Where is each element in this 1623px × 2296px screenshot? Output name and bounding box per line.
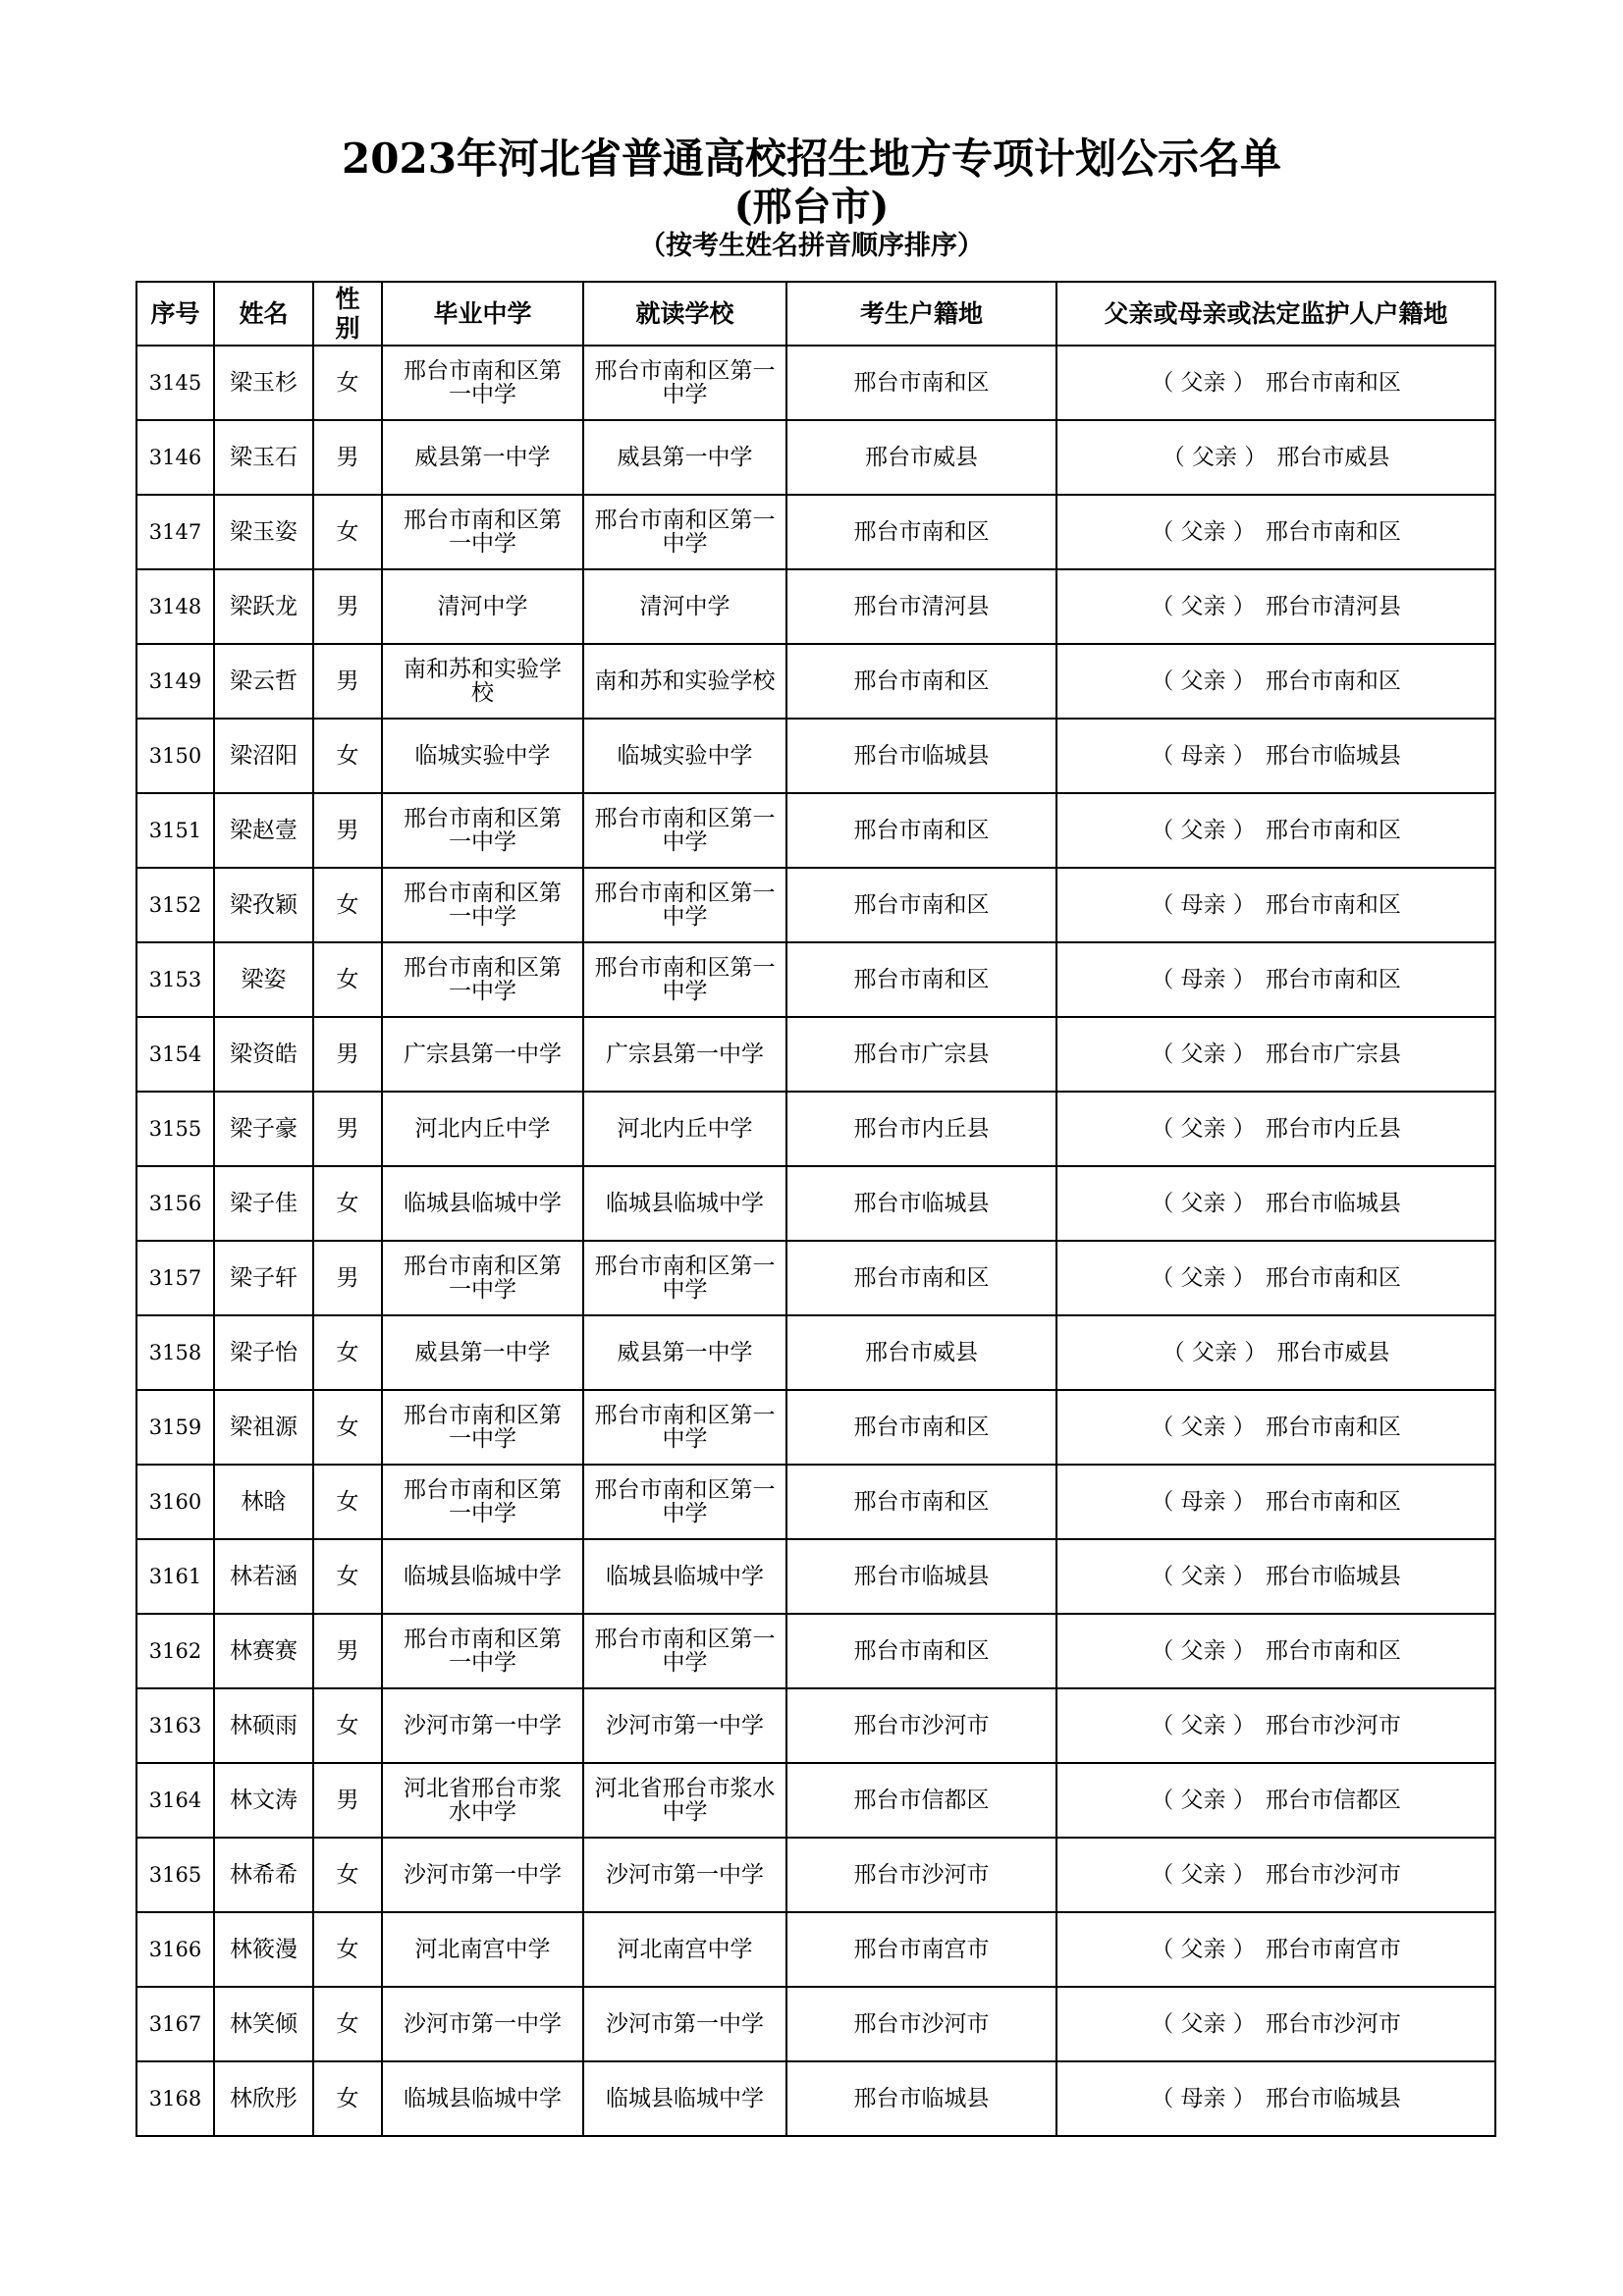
cell-no: 3163	[136, 1688, 214, 1763]
cell-residence: 邢台市南和区	[786, 346, 1056, 420]
table-row	[136, 1390, 1495, 1465]
guardian-relation: （ 父亲 ）	[1151, 818, 1256, 843]
cell-gender: 女	[313, 1838, 382, 1912]
cell-name: 林希希	[214, 1838, 313, 1912]
cell-no: 3152	[136, 868, 214, 942]
cell-no: 3159	[136, 1390, 214, 1465]
cell-name: 梁子豪	[214, 1092, 313, 1166]
cell-residence: 邢台市南和区	[786, 1614, 1056, 1688]
cell-guardian-residence	[1056, 495, 1495, 569]
cell-name: 林若涵	[214, 1539, 313, 1614]
cell-grad-school: 邢台市南和区第一中学	[382, 868, 583, 942]
table-row	[136, 1614, 1495, 1688]
cell-name: 林赛赛	[214, 1614, 313, 1688]
cell-guardian-residence	[1056, 942, 1495, 1017]
guardian-relation: （ 母亲 ）	[1151, 743, 1256, 769]
cell-study-school: 临城县临城中学	[583, 2061, 786, 2136]
cell-residence: 邢台市南和区	[786, 644, 1056, 719]
guardian-place: 邢台市信都区	[1265, 1788, 1401, 1813]
table-row	[136, 1166, 1495, 1241]
cell-residence: 邢台市内丘县	[786, 1092, 1056, 1166]
guardian-relation: （ 母亲 ）	[1151, 892, 1256, 918]
cell-residence: 邢台市临城县	[786, 1539, 1056, 1614]
cell-guardian-residence	[1056, 1838, 1495, 1912]
guardian-place: 邢台市沙河市	[1265, 1713, 1401, 1738]
cell-residence: 邢台市南和区	[786, 495, 1056, 569]
cell-grad-school: 邢台市南和区第一中学	[382, 793, 583, 868]
guardian-place: 邢台市南宫市	[1265, 1937, 1401, 1962]
cell-gender: 男	[313, 1017, 382, 1092]
guardian-place: 邢台市清河县	[1265, 594, 1401, 619]
cell-name: 梁玉杉	[214, 346, 313, 420]
cell-gender: 女	[313, 1912, 382, 1987]
guardian-place: 邢台市南和区	[1265, 1638, 1401, 1664]
guardian-relation: （ 父亲 ）	[1151, 1415, 1256, 1440]
cell-study-school: 河北南宫中学	[583, 1912, 786, 1987]
cell-residence: 邢台市临城县	[786, 1166, 1056, 1241]
roster-table	[135, 281, 1496, 2137]
cell-study-school: 沙河市第一中学	[583, 1987, 786, 2061]
cell-no: 3148	[136, 569, 214, 644]
cell-name: 林文涛	[214, 1763, 313, 1838]
table-row	[136, 942, 1495, 1017]
cell-study-school: 临城实验中学	[583, 719, 786, 793]
table-row	[136, 346, 1495, 420]
table-row	[136, 1539, 1495, 1614]
header-gender: 性别	[313, 282, 382, 346]
cell-residence: 邢台市南和区	[786, 868, 1056, 942]
cell-study-school: 沙河市第一中学	[583, 1838, 786, 1912]
cell-grad-school: 临城实验中学	[382, 719, 583, 793]
cell-guardian-residence	[1056, 1763, 1495, 1838]
cell-guardian-residence	[1056, 420, 1495, 495]
cell-study-school: 广宗县第一中学	[583, 1017, 786, 1092]
guardian-place: 邢台市广宗县	[1265, 1041, 1401, 1067]
cell-gender: 女	[313, 719, 382, 793]
table-row	[136, 495, 1495, 569]
guardian-relation: （ 父亲 ）	[1151, 1638, 1256, 1664]
cell-no: 3147	[136, 495, 214, 569]
cell-gender: 女	[313, 1166, 382, 1241]
cell-residence: 邢台市临城县	[786, 2061, 1056, 2136]
cell-grad-school: 河北内丘中学	[382, 1092, 583, 1166]
cell-grad-school: 邢台市南和区第一中学	[382, 1465, 583, 1539]
cell-guardian-residence	[1056, 346, 1495, 420]
cell-study-school: 威县第一中学	[583, 1315, 786, 1390]
cell-gender: 男	[313, 420, 382, 495]
table-row	[136, 2061, 1495, 2136]
cell-study-school: 邢台市南和区第一中学	[583, 868, 786, 942]
cell-no: 3157	[136, 1241, 214, 1315]
header-guardian-residence: 父亲或母亲或法定监护人户籍地	[1056, 282, 1495, 346]
cell-residence: 邢台市南宫市	[786, 1912, 1056, 1987]
guardian-place: 邢台市内丘县	[1265, 1116, 1401, 1142]
table-row	[136, 420, 1495, 495]
guardian-relation: （ 父亲 ）	[1151, 668, 1256, 694]
guardian-place: 邢台市南和区	[1265, 1265, 1401, 1291]
cell-grad-school: 威县第一中学	[382, 420, 583, 495]
guardian-relation: （ 父亲 ）	[1151, 1713, 1256, 1738]
cell-grad-school: 南和苏和实验学校	[382, 644, 583, 719]
cell-grad-school: 河北南宫中学	[382, 1912, 583, 1987]
cell-no: 3168	[136, 2061, 214, 2136]
cell-grad-school: 邢台市南和区第一中学	[382, 1241, 583, 1315]
table-row	[136, 1017, 1495, 1092]
cell-no: 3145	[136, 346, 214, 420]
cell-no: 3164	[136, 1763, 214, 1838]
cell-name: 林笑倾	[214, 1987, 313, 2061]
cell-no: 3156	[136, 1166, 214, 1241]
cell-name: 梁子轩	[214, 1241, 313, 1315]
cell-no: 3154	[136, 1017, 214, 1092]
guardian-relation: （ 母亲 ）	[1151, 1489, 1256, 1515]
guardian-place: 邢台市沙河市	[1265, 2011, 1401, 2037]
cell-name: 梁玉姿	[214, 495, 313, 569]
table-row	[136, 569, 1495, 644]
cell-study-school: 清河中学	[583, 569, 786, 644]
document-subtitle: (邢台市)	[733, 184, 890, 230]
cell-grad-school: 邢台市南和区第一中学	[382, 1390, 583, 1465]
cell-residence: 邢台市沙河市	[786, 1688, 1056, 1763]
cell-name: 梁资皓	[214, 1017, 313, 1092]
cell-no: 3167	[136, 1987, 214, 2061]
guardian-relation: （ 父亲 ）	[1151, 2011, 1256, 2037]
cell-gender: 女	[313, 1315, 382, 1390]
cell-residence: 邢台市信都区	[786, 1763, 1056, 1838]
cell-name: 林筱漫	[214, 1912, 313, 1987]
cell-gender: 男	[313, 1763, 382, 1838]
guardian-relation: （ 父亲 ）	[1151, 1862, 1256, 1888]
table-row	[136, 793, 1495, 868]
cell-name: 梁云哲	[214, 644, 313, 719]
cell-no: 3150	[136, 719, 214, 793]
table-row	[136, 1092, 1495, 1166]
cell-name: 梁子怡	[214, 1315, 313, 1390]
guardian-place: 邢台市南和区	[1265, 1489, 1401, 1515]
cell-guardian-residence	[1056, 1987, 1495, 2061]
cell-guardian-residence	[1056, 1688, 1495, 1763]
guardian-place: 邢台市南和区	[1265, 967, 1401, 992]
cell-guardian-residence	[1056, 1315, 1495, 1390]
cell-gender: 女	[313, 1688, 382, 1763]
table-row	[136, 868, 1495, 942]
cell-study-school: 河北省邢台市浆水中学	[583, 1763, 786, 1838]
guardian-place: 邢台市南和区	[1265, 519, 1401, 545]
cell-name: 梁孜颖	[214, 868, 313, 942]
cell-grad-school: 邢台市南和区第一中学	[382, 346, 583, 420]
cell-no: 3161	[136, 1539, 214, 1614]
table-row	[136, 1465, 1495, 1539]
cell-residence: 邢台市南和区	[786, 942, 1056, 1017]
guardian-relation: （ 父亲 ）	[1151, 519, 1256, 545]
cell-study-school: 临城县临城中学	[583, 1166, 786, 1241]
cell-grad-school: 广宗县第一中学	[382, 1017, 583, 1092]
cell-grad-school: 沙河市第一中学	[382, 1987, 583, 2061]
cell-study-school: 河北内丘中学	[583, 1092, 786, 1166]
cell-guardian-residence	[1056, 793, 1495, 868]
guardian-place: 邢台市南和区	[1265, 818, 1401, 843]
cell-study-school: 邢台市南和区第一中学	[583, 1614, 786, 1688]
guardian-relation: （ 父亲 ）	[1151, 1788, 1256, 1813]
cell-no: 3153	[136, 942, 214, 1017]
cell-name: 梁姿	[214, 942, 313, 1017]
cell-grad-school: 邢台市南和区第一中学	[382, 1614, 583, 1688]
guardian-place: 邢台市南和区	[1265, 1415, 1401, 1440]
cell-study-school: 邢台市南和区第一中学	[583, 495, 786, 569]
cell-guardian-residence	[1056, 2061, 1495, 2136]
cell-residence: 邢台市威县	[786, 1315, 1056, 1390]
cell-gender: 女	[313, 495, 382, 569]
cell-study-school: 邢台市南和区第一中学	[583, 942, 786, 1017]
guardian-relation: （ 父亲 ）	[1151, 1937, 1256, 1962]
cell-guardian-residence	[1056, 1912, 1495, 1987]
header-study-school: 就读学校	[583, 282, 786, 346]
cell-residence: 邢台市威县	[786, 420, 1056, 495]
cell-guardian-residence	[1056, 868, 1495, 942]
cell-name: 梁赵壹	[214, 793, 313, 868]
guardian-place: 邢台市南和区	[1265, 892, 1401, 918]
cell-gender: 女	[313, 868, 382, 942]
cell-guardian-residence	[1056, 569, 1495, 644]
cell-guardian-residence	[1056, 1166, 1495, 1241]
guardian-relation: （ 父亲 ）	[1162, 445, 1268, 470]
sort-note: （按考生姓名拼音顺序排序）	[639, 231, 984, 261]
cell-grad-school: 临城县临城中学	[382, 2061, 583, 2136]
table-row	[136, 1987, 1495, 2061]
guardian-relation: （ 父亲 ）	[1162, 1340, 1268, 1365]
cell-residence: 邢台市南和区	[786, 1390, 1056, 1465]
guardian-place: 邢台市临城县	[1265, 1191, 1401, 1216]
guardian-place: 邢台市南和区	[1265, 370, 1401, 396]
cell-residence: 邢台市南和区	[786, 1465, 1056, 1539]
guardian-place: 邢台市南和区	[1265, 668, 1401, 694]
cell-no: 3162	[136, 1614, 214, 1688]
cell-name: 梁沼阳	[214, 719, 313, 793]
cell-guardian-residence	[1056, 1614, 1495, 1688]
table-row	[136, 1912, 1495, 1987]
table-row	[136, 644, 1495, 719]
guardian-place: 邢台市临城县	[1265, 2086, 1401, 2111]
cell-name: 林硕雨	[214, 1688, 313, 1763]
cell-study-school: 威县第一中学	[583, 420, 786, 495]
cell-study-school: 邢台市南和区第一中学	[583, 1465, 786, 1539]
cell-gender: 女	[313, 346, 382, 420]
cell-grad-school: 河北省邢台市浆水中学	[382, 1763, 583, 1838]
cell-gender: 男	[313, 793, 382, 868]
header-name: 姓名	[214, 282, 313, 346]
cell-no: 3146	[136, 420, 214, 495]
table-row	[136, 1241, 1495, 1315]
cell-guardian-residence	[1056, 1465, 1495, 1539]
cell-grad-school: 临城县临城中学	[382, 1539, 583, 1614]
cell-name: 梁祖源	[214, 1390, 313, 1465]
cell-gender: 女	[313, 1390, 382, 1465]
guardian-place: 邢台市临城县	[1265, 743, 1401, 769]
table-row	[136, 719, 1495, 793]
cell-residence: 邢台市沙河市	[786, 1838, 1056, 1912]
cell-no: 3158	[136, 1315, 214, 1390]
cell-guardian-residence	[1056, 1017, 1495, 1092]
guardian-relation: （ 父亲 ）	[1151, 1041, 1256, 1067]
cell-no: 3160	[136, 1465, 214, 1539]
cell-residence: 邢台市南和区	[786, 793, 1056, 868]
header-grad-school: 毕业中学	[382, 282, 583, 346]
guardian-relation: （ 父亲 ）	[1151, 1116, 1256, 1142]
cell-no: 3151	[136, 793, 214, 868]
guardian-place: 邢台市临城县	[1265, 1564, 1401, 1589]
cell-gender: 女	[313, 942, 382, 1017]
cell-residence: 邢台市广宗县	[786, 1017, 1056, 1092]
guardian-place: 邢台市威县	[1276, 1340, 1390, 1365]
cell-guardian-residence	[1056, 1092, 1495, 1166]
guardian-relation: （ 父亲 ）	[1151, 1564, 1256, 1589]
cell-name: 林晗	[214, 1465, 313, 1539]
table-row	[136, 1315, 1495, 1390]
cell-gender: 男	[313, 1614, 382, 1688]
cell-guardian-residence	[1056, 1241, 1495, 1315]
cell-study-school: 邢台市南和区第一中学	[583, 1390, 786, 1465]
guardian-relation: （ 父亲 ）	[1151, 1265, 1256, 1291]
cell-study-school: 邢台市南和区第一中学	[583, 1241, 786, 1315]
cell-grad-school: 临城县临城中学	[382, 1166, 583, 1241]
cell-no: 3155	[136, 1092, 214, 1166]
cell-grad-school: 清河中学	[382, 569, 583, 644]
table-header-row	[136, 282, 1495, 346]
cell-study-school: 邢台市南和区第一中学	[583, 346, 786, 420]
cell-residence: 邢台市南和区	[786, 1241, 1056, 1315]
table-row	[136, 1838, 1495, 1912]
cell-gender: 女	[313, 1539, 382, 1614]
cell-gender: 女	[313, 2061, 382, 2136]
cell-guardian-residence	[1056, 719, 1495, 793]
header-no: 序号	[136, 282, 214, 346]
cell-gender: 男	[313, 1241, 382, 1315]
guardian-relation: （ 父亲 ）	[1151, 594, 1256, 619]
guardian-relation: （ 父亲 ）	[1151, 1191, 1256, 1216]
cell-grad-school: 邢台市南和区第一中学	[382, 495, 583, 569]
cell-grad-school: 邢台市南和区第一中学	[382, 942, 583, 1017]
cell-residence: 邢台市清河县	[786, 569, 1056, 644]
cell-residence: 邢台市临城县	[786, 719, 1056, 793]
cell-name: 林欣彤	[214, 2061, 313, 2136]
header-residence: 考生户籍地	[786, 282, 1056, 346]
guardian-relation: （ 父亲 ）	[1151, 370, 1256, 396]
cell-study-school: 临城县临城中学	[583, 1539, 786, 1614]
cell-no: 3165	[136, 1838, 214, 1912]
cell-name: 梁子佳	[214, 1166, 313, 1241]
cell-name: 梁玉石	[214, 420, 313, 495]
guardian-relation: （ 母亲 ）	[1151, 2086, 1256, 2111]
document-title: 2023年河北省普通高校招生地方专项计划公示名单	[342, 134, 1281, 183]
guardian-relation: （ 母亲 ）	[1151, 967, 1256, 992]
table-row	[136, 1688, 1495, 1763]
cell-study-school: 邢台市南和区第一中学	[583, 793, 786, 868]
cell-grad-school: 威县第一中学	[382, 1315, 583, 1390]
cell-guardian-residence	[1056, 1539, 1495, 1614]
cell-gender: 男	[313, 569, 382, 644]
cell-gender: 男	[313, 1092, 382, 1166]
cell-grad-school: 沙河市第一中学	[382, 1838, 583, 1912]
cell-residence: 邢台市沙河市	[786, 1987, 1056, 2061]
cell-name: 梁跃龙	[214, 569, 313, 644]
cell-gender: 男	[313, 644, 382, 719]
cell-study-school: 沙河市第一中学	[583, 1688, 786, 1763]
cell-no: 3166	[136, 1912, 214, 1987]
guardian-place: 邢台市沙河市	[1265, 1862, 1401, 1888]
guardian-place: 邢台市威县	[1276, 445, 1390, 470]
cell-guardian-residence	[1056, 1390, 1495, 1465]
cell-gender: 女	[313, 1987, 382, 2061]
cell-study-school: 南和苏和实验学校	[583, 644, 786, 719]
cell-gender: 女	[313, 1465, 382, 1539]
table-row	[136, 1763, 1495, 1838]
cell-guardian-residence	[1056, 644, 1495, 719]
cell-grad-school: 沙河市第一中学	[382, 1688, 583, 1763]
cell-no: 3149	[136, 644, 214, 719]
